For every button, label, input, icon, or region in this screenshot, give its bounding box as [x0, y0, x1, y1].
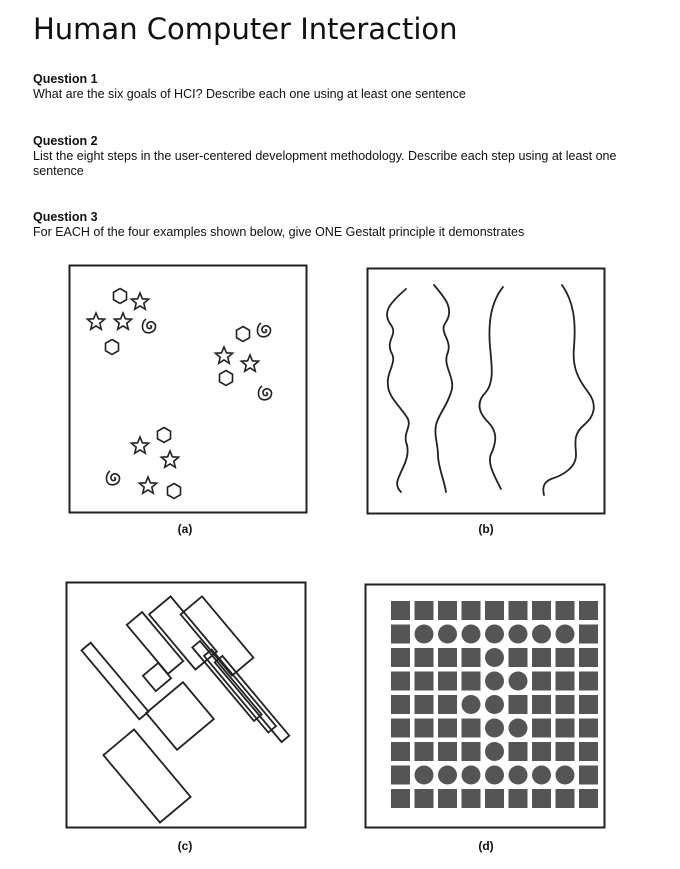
page-title: Human Computer Interaction: [33, 12, 458, 46]
grid-square: [438, 742, 457, 761]
grid-circle: [509, 719, 528, 738]
grid-circle: [462, 766, 481, 785]
figure-b: [366, 267, 606, 515]
figure-b-caption: (b): [478, 522, 494, 536]
grid-square: [391, 672, 410, 691]
grid-square: [462, 742, 481, 761]
grid-square: [391, 766, 410, 785]
grid-square: [485, 601, 504, 620]
figure-d-caption: (d): [478, 839, 494, 853]
grid-square: [462, 601, 481, 620]
question-3-heading: Question 3: [33, 210, 98, 224]
grid-circle: [485, 648, 504, 667]
question-3: [33, 210, 648, 240]
grid-circle: [509, 672, 528, 691]
grid-square: [509, 742, 528, 761]
grid-circle: [485, 742, 504, 761]
question-1-heading: Question 1: [33, 72, 98, 86]
grid-circle: [532, 766, 551, 785]
grid-square: [556, 695, 575, 714]
grid-square: [415, 742, 434, 761]
grid-circle: [415, 625, 434, 644]
grid-square: [579, 695, 598, 714]
figure-a-caption: (a): [177, 522, 193, 536]
grid-square: [391, 695, 410, 714]
grid-square: [579, 766, 598, 785]
grid-square: [579, 789, 598, 808]
grid-square: [579, 648, 598, 667]
grid-circle: [462, 625, 481, 644]
question-1: [33, 72, 648, 102]
grid-square: [438, 648, 457, 667]
grid-square: [556, 601, 575, 620]
grid-square: [556, 742, 575, 761]
grid-square: [415, 648, 434, 667]
grid-square: [415, 695, 434, 714]
grid-circle: [485, 672, 504, 691]
figure-c: [65, 581, 307, 829]
grid-square: [438, 789, 457, 808]
figure-d: [364, 583, 606, 829]
grid-square: [415, 789, 434, 808]
figure-a-drawing: [68, 264, 308, 514]
grid-circle: [485, 719, 504, 738]
grid-square: [509, 789, 528, 808]
grid-square: [462, 672, 481, 691]
grid-square: [462, 719, 481, 738]
grid-square: [415, 601, 434, 620]
grid-square: [509, 601, 528, 620]
grid-square: [438, 695, 457, 714]
grid-square: [532, 648, 551, 667]
grid-square: [556, 789, 575, 808]
grid-square: [391, 789, 410, 808]
grid-square: [509, 648, 528, 667]
grid-circle: [556, 766, 575, 785]
grid-circle: [509, 766, 528, 785]
grid-square: [556, 648, 575, 667]
grid-square: [532, 719, 551, 738]
grid-circle: [462, 695, 481, 714]
grid-square: [532, 742, 551, 761]
grid-square: [556, 719, 575, 738]
grid-circle: [509, 625, 528, 644]
figure-b-drawing: [366, 267, 606, 515]
grid-square: [579, 601, 598, 620]
grid-square: [415, 672, 434, 691]
figure-c-drawing: [65, 581, 307, 829]
grid-circle: [415, 766, 434, 785]
figure-c-caption: (c): [177, 839, 193, 853]
grid-square: [579, 742, 598, 761]
grid-square: [415, 719, 434, 738]
grid-square: [556, 672, 575, 691]
grid-circle: [532, 625, 551, 644]
grid-square: [532, 789, 551, 808]
grid-square: [462, 648, 481, 667]
grid-square: [391, 719, 410, 738]
grid-square: [485, 789, 504, 808]
question-1-text: What are the six goals of HCI? Describe each one using at least one sentence: [33, 87, 466, 101]
grid-square: [391, 648, 410, 667]
grid-circle: [485, 695, 504, 714]
grid-square: [532, 672, 551, 691]
grid-square: [462, 789, 481, 808]
figure-d-drawing: [364, 583, 606, 829]
question-3-text: For EACH of the four examples shown below, give ONE Gestalt principle it demonstrates: [33, 225, 525, 239]
grid-circle: [438, 625, 457, 644]
question-2-text: List the eight steps in the user-centered development methodology. Describe each step using at least one sentence: [33, 149, 617, 178]
grid-circle: [485, 625, 504, 644]
grid-circle: [485, 766, 504, 785]
grid-square: [391, 625, 410, 644]
grid-circle: [556, 625, 575, 644]
grid-square: [532, 601, 551, 620]
grid-square: [438, 719, 457, 738]
grid-square: [438, 601, 457, 620]
grid-square: [579, 672, 598, 691]
grid-square: [391, 742, 410, 761]
grid-square: [438, 672, 457, 691]
question-2-heading: Question 2: [33, 134, 98, 148]
figure-a: [68, 264, 308, 514]
grid-square: [532, 695, 551, 714]
grid-square: [579, 719, 598, 738]
grid-square: [509, 695, 528, 714]
question-2: [33, 134, 648, 179]
grid-circle: [438, 766, 457, 785]
grid-square: [579, 625, 598, 644]
grid-square: [391, 601, 410, 620]
